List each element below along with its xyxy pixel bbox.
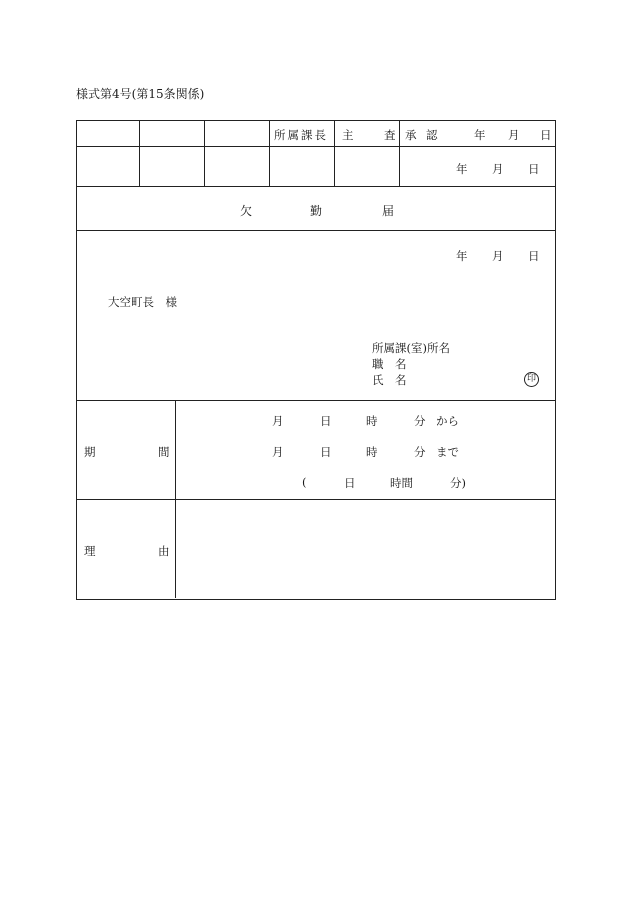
from-hour: 時 [366, 414, 378, 428]
position-label: 職 名 [372, 357, 407, 371]
v-line [334, 120, 335, 186]
total-minutes: 分) [450, 476, 466, 490]
reason-label-b: 由 [158, 544, 170, 558]
h-line [76, 499, 556, 500]
h-line [76, 146, 556, 147]
v-line [175, 400, 176, 598]
to-suffix: まで [436, 445, 459, 459]
total-open-paren: ( [302, 475, 307, 489]
h-line [76, 400, 556, 401]
approval-label-a: 承 [405, 128, 417, 142]
form-table-border [76, 120, 556, 600]
reason-label-a: 理 [84, 544, 96, 558]
from-month: 月 [272, 414, 284, 428]
total-hours: 時間 [390, 476, 413, 490]
to-minute: 分 [414, 445, 426, 459]
approval-date-month: 月 [492, 162, 504, 176]
title-char-3: 届 [382, 204, 395, 218]
h-line [76, 230, 556, 231]
period-label-b: 間 [158, 445, 170, 459]
dept-name-label: 所属課(室)所名 [372, 341, 450, 355]
submit-date-day: 日 [528, 249, 540, 263]
approval-date-day: 日 [528, 162, 540, 176]
v-line [399, 120, 400, 186]
h-line [76, 186, 556, 187]
title-char-2: 勤 [310, 204, 323, 218]
v-line [269, 120, 270, 186]
to-month: 月 [272, 445, 284, 459]
approval-month-label: 月 [508, 128, 520, 142]
to-day: 日 [320, 445, 332, 459]
seal-mark: 印 [524, 372, 539, 387]
to-hour: 時 [366, 445, 378, 459]
period-label-a: 期 [84, 445, 96, 459]
total-days: 日 [344, 476, 356, 490]
title-char-1: 欠 [240, 204, 253, 218]
chief-label-a: 主 [342, 128, 354, 142]
chief-label-b: 査 [384, 128, 396, 142]
v-line [204, 120, 205, 186]
approval-day-label: 日 [540, 128, 552, 142]
approval-year-label: 年 [474, 128, 486, 142]
form-style-label: 様式第4号(第15条関係) [76, 87, 205, 101]
dept-head-label: 所属課長 [274, 128, 328, 142]
approval-label-b: 認 [426, 128, 438, 142]
submit-date-month: 月 [492, 249, 504, 263]
from-minute: 分 [414, 414, 426, 428]
name-label: 氏 名 [372, 373, 407, 387]
from-day: 日 [320, 414, 332, 428]
v-line [139, 120, 140, 186]
submit-date-year: 年 [456, 249, 468, 263]
approval-date-year: 年 [456, 162, 468, 176]
from-suffix: から [436, 414, 459, 428]
addressee: 大空町長 様 [108, 295, 177, 309]
